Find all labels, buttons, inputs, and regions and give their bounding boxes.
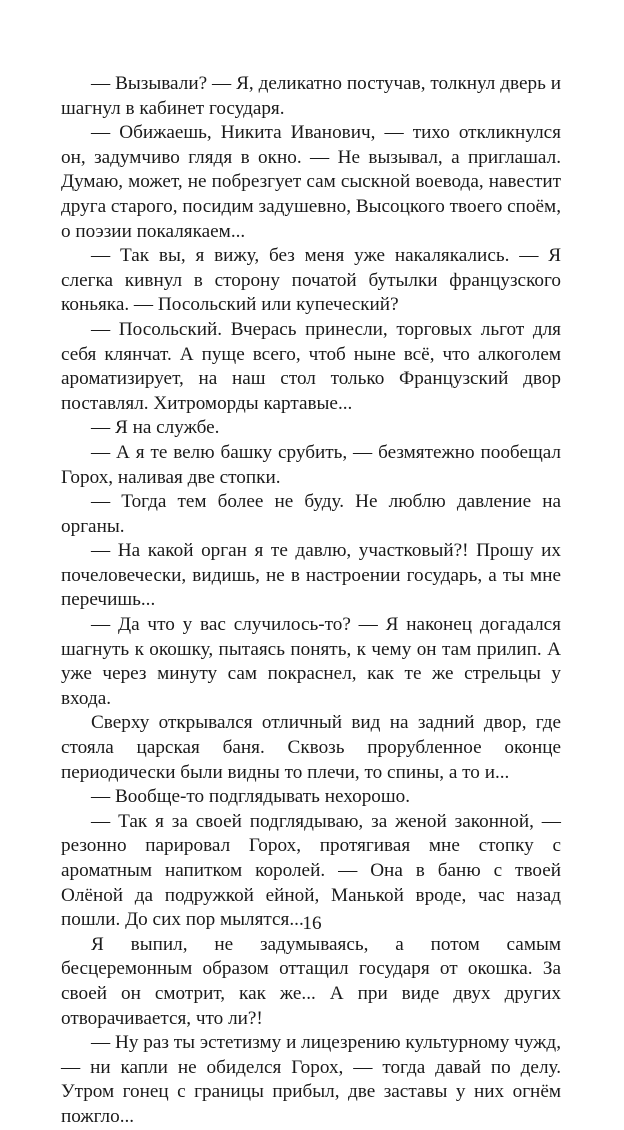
paragraph: — Так я за своей подглядываю, за женой законной, — резонно парировал Горох, протягивая мне стопку с ароматным напитком королей. — Она в баню с твоей Олёной да подружкой ейной, Манькой вроде, час назад пошли. До сих пор мылятся...: [61, 810, 561, 931]
paragraph: — Вызывали? — Я, деликатно постучав, толкнул дверь и шагнул в кабинет государя.: [61, 73, 561, 119]
page-number: 16: [302, 913, 322, 934]
paragraph: — Тогда тем более не буду. Не люблю давление на органы.: [61, 491, 561, 537]
paragraph: Я выпил, не задумываясь, а потом самым бесцеремонным образом оттащил государя от окошка. За своей он смотрит, как же... А при виде двух других отворачивается, что ли?!: [61, 933, 561, 1029]
paragraph: — Вообще-то подглядывать нехорошо.: [91, 786, 411, 808]
paragraph: — Обижаешь, Никита Иванович, — тихо откликнулся он, задумчиво глядя в окно. — Не вызывал, а приглашал. Думаю, может, не побрезгует сам сыскной воевода, навестит друга старого, посидим задушевно, Высоцкого твоего споём, о поэзии покалякаем...: [61, 122, 561, 242]
paragraph: Сверху открывался отличный вид на задний двор, где стояла царская баня. Сквозь прорубленное оконце периодически были видны то плечи, то спины, а то и...: [61, 712, 561, 783]
paragraph: — Посольский. Вчерась принесли, торговых льгот для себя клянчат. А пуще всего, чтоб ныне всё, что алкоголем ароматизирует, на наш стол только Французский двор поставлял. Хитроморды картавые...: [61, 318, 561, 414]
paragraph: — Ну раз ты эстетизму и лицезрению культурному чужд, — ни капли не обиделся Горох, — тогда давай по делу. Утром гонец с границы прибыл, две заставы у них огнём пожгло...: [61, 1032, 561, 1127]
paragraph: — Я на службе.: [91, 417, 220, 439]
paragraph: — На какой орган я те давлю, участковый?! Прошу их почеловечески, видишь, не в настроении государь, а ты мне перечишь...: [61, 540, 561, 611]
paragraph: — А я те велю башку срубить, — безмятежно пообещал Горох, наливая две стопки.: [61, 441, 561, 488]
paragraph: — Так вы, я вижу, без меня уже накалякались. — Я слегка кивнул в сторону початой бутылки французского коньяка. — Посольский или купеческий?: [61, 245, 561, 316]
book-page-text: [61, 72, 561, 1130]
paragraph: — Да что у вас случилось-то? — Я наконец догадался шагнуть к окошку, пытаясь понять, к чему он там прилип. А уже через минуту сам покраснел, как те же стрельцы у входа.: [61, 614, 561, 709]
